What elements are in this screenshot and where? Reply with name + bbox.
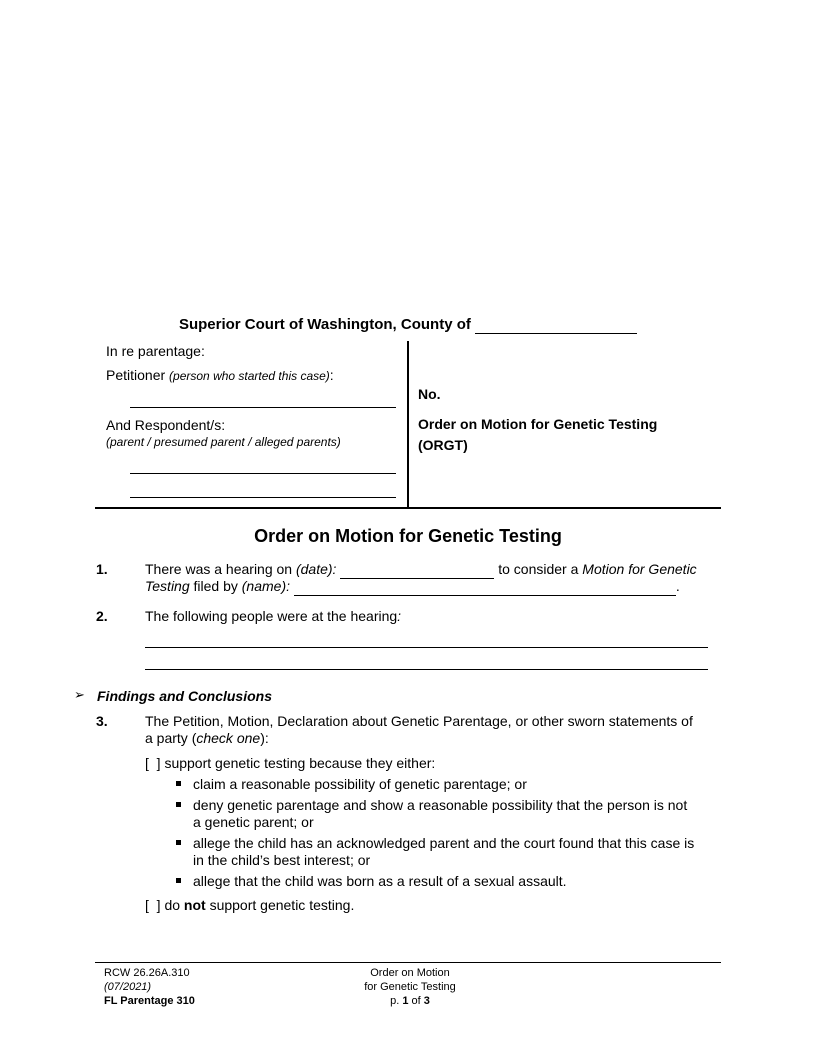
footer-center-line-1: Order on Motion bbox=[370, 967, 450, 979]
case-number-label: No. bbox=[418, 386, 441, 402]
item-1-number: 1. bbox=[96, 561, 108, 577]
option-1-checkbox[interactable]: [ ] bbox=[145, 755, 161, 771]
option-2-text-a: do bbox=[164, 897, 181, 913]
attendees-field-1[interactable] bbox=[145, 647, 708, 648]
footer-page-of: of bbox=[411, 995, 421, 1007]
bullet-4-text: allege that the child was born as a result of a sexual assault. bbox=[193, 873, 567, 889]
footer-revision: (07/2021) bbox=[104, 981, 152, 993]
attendees-field-2[interactable] bbox=[145, 669, 708, 670]
option-2-text-b: support genetic testing. bbox=[209, 897, 355, 913]
footer-left bbox=[104, 966, 195, 1008]
bullet-2-text-line-1: deny genetic parentage and show a reasonable possibility that the person is not bbox=[193, 797, 688, 813]
in-re-label: In re parentage: bbox=[106, 343, 205, 359]
item-1-end: . bbox=[675, 578, 680, 594]
bullet-3-text-line-1: allege the child has an acknowledged parent and the court found that this case is bbox=[193, 835, 695, 851]
square-bullet-icon bbox=[176, 878, 181, 883]
footer-page-prefix: p. bbox=[390, 995, 400, 1007]
item-1-text-c: filed by bbox=[193, 578, 238, 594]
item-1-text-a: There was a hearing on bbox=[145, 561, 293, 577]
bullet-2-text-line-2: a genetic parent; or bbox=[193, 814, 314, 830]
respondent-label: And Respondent/s: bbox=[106, 417, 226, 433]
square-bullet-icon bbox=[176, 802, 181, 807]
item-2-number: 2. bbox=[96, 608, 108, 624]
court-title bbox=[0, 316, 816, 334]
caption-document-name: Order on Motion for Genetic Testing bbox=[418, 416, 658, 432]
footer-center-line-2: for Genetic Testing bbox=[364, 981, 456, 993]
petitioner-colon: : bbox=[329, 367, 334, 383]
footer-page-number bbox=[310, 994, 510, 1008]
item-1-date-hint: (date): bbox=[295, 561, 337, 577]
bullet-1-text: claim a reasonable possibility of genetic parentage; or bbox=[193, 776, 527, 792]
petitioner-label-row bbox=[106, 367, 334, 383]
footer-form-id: FL Parentage 310 bbox=[104, 995, 195, 1007]
footer-page-total: 3 bbox=[423, 995, 430, 1007]
option-1-label: support genetic testing because they either: bbox=[164, 755, 436, 771]
court-title-text: Superior Court of Washington, County of bbox=[178, 316, 471, 333]
caption-document-code: (ORGT) bbox=[418, 437, 468, 453]
option-2-bold-word: not bbox=[183, 897, 206, 913]
county-field[interactable] bbox=[475, 316, 637, 334]
item-3-number: 3. bbox=[96, 713, 108, 729]
item-3-text-b: ): bbox=[260, 730, 269, 746]
caption-divider bbox=[407, 341, 409, 507]
item-2-text: The following people were at the hearing bbox=[145, 608, 398, 624]
item-2-text-row bbox=[145, 608, 401, 625]
caption-left bbox=[106, 343, 205, 359]
item-1-motion-name-1: Motion for Genetic bbox=[582, 561, 697, 577]
petitioner-name-field[interactable] bbox=[130, 407, 396, 408]
item-1-text-b: to consider a bbox=[498, 561, 579, 577]
item-2-colon: : bbox=[397, 608, 402, 624]
option-2-row bbox=[145, 897, 354, 914]
petitioner-label: Petitioner bbox=[106, 367, 166, 383]
caption-bottom-rule bbox=[95, 507, 721, 509]
petitioner-note: (person who started this case) bbox=[169, 369, 330, 383]
footer-rule bbox=[95, 962, 721, 963]
item-1-line-1 bbox=[145, 561, 725, 579]
item-1-motion-name-2: Testing bbox=[145, 578, 190, 594]
item-3-check-one: check one bbox=[196, 730, 261, 746]
respondent-note: (parent / presumed parent / alleged parents) bbox=[106, 435, 341, 449]
item-3-text-a: a party ( bbox=[145, 730, 197, 746]
item-1-line-2 bbox=[145, 578, 725, 596]
bullet-3-text-line-2: in the child’s best interest; or bbox=[193, 852, 371, 868]
square-bullet-icon bbox=[176, 781, 181, 786]
item-1-name-hint: (name): bbox=[241, 578, 290, 594]
item-3-line-2 bbox=[145, 730, 269, 747]
footer-center bbox=[310, 966, 510, 1008]
option-1-row bbox=[145, 755, 435, 772]
respondent-name-field-1[interactable] bbox=[130, 473, 396, 474]
option-2-checkbox[interactable]: [ ] bbox=[145, 897, 161, 913]
item-3-line-1: The Petition, Motion, Declaration about Genetic Parentage, or other sworn statements of bbox=[145, 713, 693, 729]
arrow-bullet-icon: ➢ bbox=[74, 687, 85, 702]
document-title: Order on Motion for Genetic Testing bbox=[254, 526, 562, 546]
filed-by-name-field[interactable] bbox=[294, 578, 676, 596]
respondent-name-field-2[interactable] bbox=[130, 497, 396, 498]
hearing-date-field[interactable] bbox=[340, 561, 494, 579]
square-bullet-icon bbox=[176, 840, 181, 845]
footer-statute: RCW 26.26A.310 bbox=[104, 967, 190, 979]
footer-page-current: 1 bbox=[402, 995, 409, 1007]
findings-heading: Findings and Conclusions bbox=[97, 688, 272, 704]
